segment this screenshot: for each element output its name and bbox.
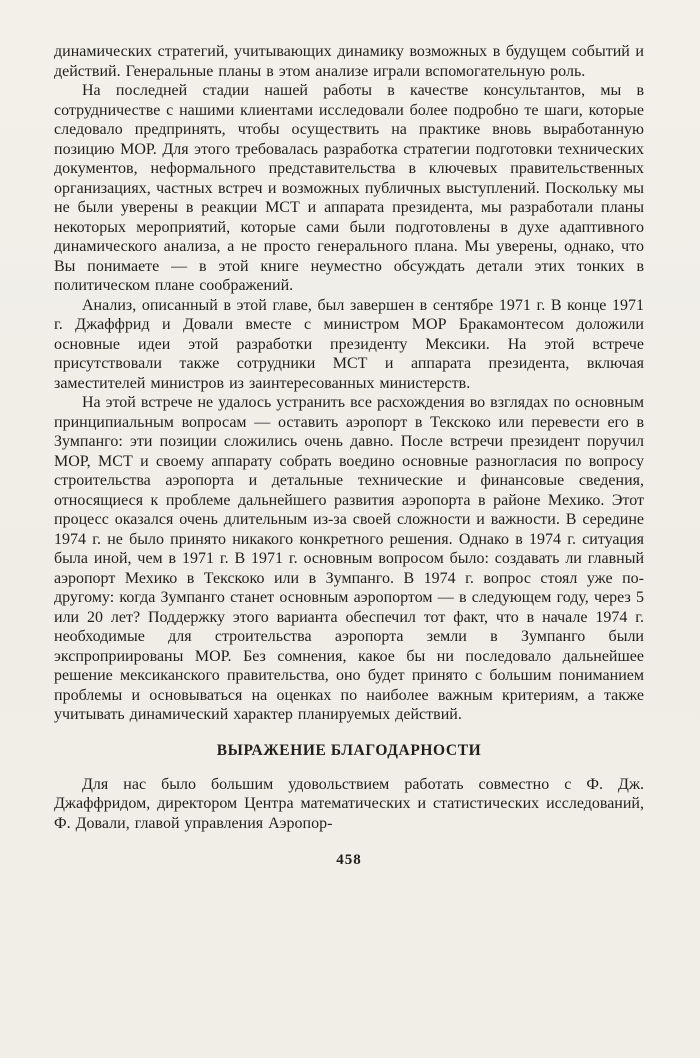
text-column	[54, 42, 644, 871]
paragraph: Анализ, описанный в этой главе, был завершен в сентябре 1971 г. В конце 1971 г. Джаффрид и Довали вместе с министром МОР Бракамонтесом доложили основные идеи этой разработки президенту Мексики. На этой встрече присутствовали также сотрудники МСТ и аппарата президента, включая заместителей министров из заинтересованных министерств.	[54, 296, 644, 392]
section-heading: ВЫРАЖЕНИЕ БЛАГОДАРНОСТИ	[216, 741, 482, 759]
page-number: 458	[336, 852, 362, 868]
paragraph: На этой встрече не удалось устранить все расхождения во взглядах по основным принципиальным вопросам — оставить аэропорт в Текскоко или перевести его в Зумпанго: эти позиции сложились очень давно. После встречи президент поручил МОР, МСТ и своему аппарату собрать воедино основные разногласия по вопросу строительства аэропорта и детальные технические и финансовые сведения, относящиеся к проблеме дальнейшего развития аэропорта в районе Мехико. Этот процесс оказался очень длительным из-за своей сложности и важности. В середине 1974 г. не было принято никакого конкретного решения. Однако в 1974 г. ситуация была иной, чем в 1971 г. В 1971 г. основным вопросом было: создавать ли главный аэропорт Мехико в Текскоко или в Зумпанго. В 1974 г. вопрос стоял уже по-другому: когда Зумпанго станет основным аэропортом — в следующем году, через 5 или 20 лет? Поддержку этого варианта обеспечил тот факт, что в начале 1974 г. необходимые для строительства аэропорта земли в Зумпанго были экспроприированы МОР. Без сомнения, какое бы ни последовало дальнейшее решение мексиканского правительства, оно будет принято с большим пониманием проблемы и основываться на оценках по наиболее важным критериям, а также учитывать динамический характер планируемых действий.	[54, 394, 644, 723]
paragraph-continuation: динамических стратегий, учитывающих динамику возможных в будущем событий и действий. Генеральные планы в этом анализе играли вспомогательную роль.	[54, 43, 644, 80]
paragraph-acknowledgment: Для нас было большим удовольствием работать совместно с Ф. Дж. Джаффридом, директором Центра математических и статистических исследований, Ф. Довали, главой управления Аэропор-	[54, 775, 644, 832]
paragraph: На последней стадии нашей работы в качестве консультантов, мы в сотрудничестве с нашими клиентами исследовали более подробно те шаги, которые следовало предпринять, чтобы осуществить на практике вновь выработанную позицию МОР. Для этого требовалась разработка стратегии подготовки технических документов, неформального представительства в ключевых правительственных организациях, частных встреч и возможных публичных выступлений. Поскольку мы не были уверены в реакции МСТ и аппарата президента, мы разработали планы некоторых мероприятий, которые сами были подготовлены в духе адаптивного динамического анализа, а не просто генерального плана. Мы уверены, однако, что Вы понимаете — в этой книге неуместно обсуждать детали этих тонких в политическом плане соображений.	[54, 82, 644, 294]
